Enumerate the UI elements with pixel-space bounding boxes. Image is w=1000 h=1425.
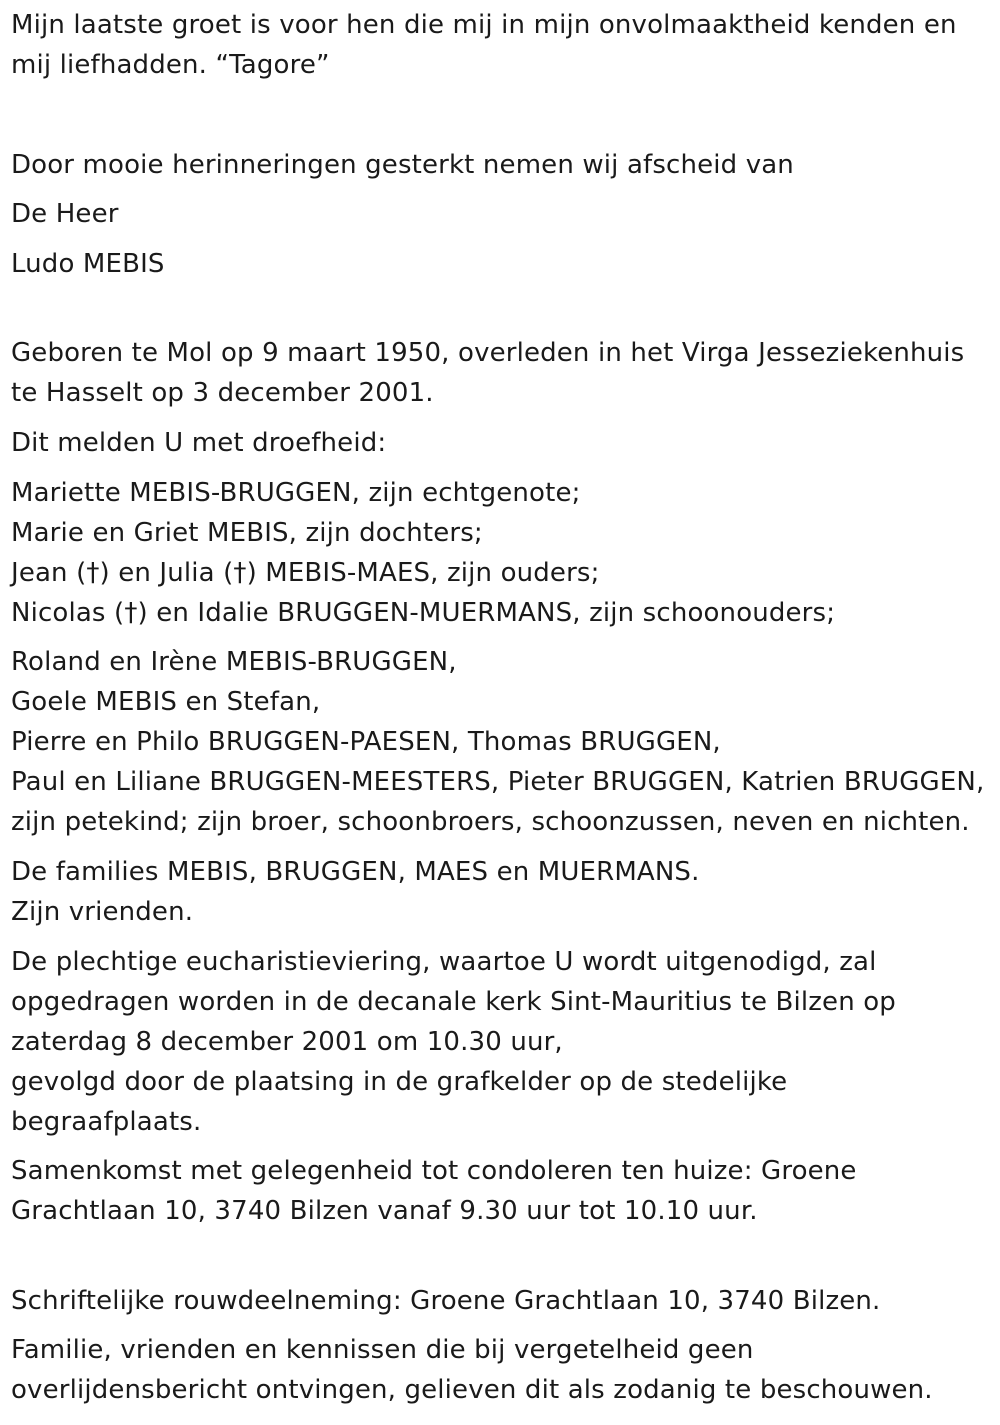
family-member: Paul en Liliane BRUGGEN-MEESTERS, Pieter BRUGGEN, Katrien BRUGGEN,	[11, 767, 985, 797]
family-member: zijn petekind; zijn broer, schoonbroers, schoonzussen, neven en nichten.	[11, 807, 970, 837]
families-line: De families MEBIS, BRUGGEN, MAES en MUERMANS.	[11, 857, 700, 887]
extended-family-list	[11, 642, 984, 842]
announcement-line: Dit melden U met droefheid:	[11, 428, 387, 458]
families-and-friends	[11, 852, 700, 932]
friends-line: Zijn vrienden.	[11, 897, 194, 927]
gathering-line: Grachtlaan 10, 3740 Bilzen vanaf 9.30 uur tot 10.10 uur.	[11, 1196, 758, 1226]
ceremony-line: begraafplaats.	[11, 1107, 202, 1137]
notice-line: overlijdensbericht ontvingen, gelieven dit als zodanig te beschouwen.	[11, 1375, 933, 1405]
birth-death-line: Geboren te Mol op 9 maart 1950, overleden in het Virga Jesseziekenhuis	[11, 338, 965, 368]
family-member: Roland en Irène MEBIS-BRUGGEN,	[11, 647, 457, 677]
family-member: Jean (†) en Julia (†) MEBIS-MAES, zijn ouders;	[11, 558, 600, 588]
ceremony-line: De plechtige eucharistieviering, waartoe U wordt uitgenodigd, zal	[11, 947, 877, 977]
condolence-gathering	[11, 1151, 857, 1231]
family-member: Pierre en Philo BRUGGEN-PAESEN, Thomas BRUGGEN,	[11, 727, 721, 757]
family-member: Nicolas (†) en Idalie BRUGGEN-MUERMANS, zijn schoonouders;	[11, 598, 836, 628]
farewell-intro: Door mooie herinneringen gesterkt nemen wij afscheid van	[11, 150, 794, 180]
family-member: Mariette MEBIS-BRUGGEN, zijn echtgenote;	[11, 478, 581, 508]
gathering-line: Samenkomst met gelegenheid tot condoleren ten huize: Groene	[11, 1156, 857, 1186]
notice-line: Familie, vrienden en kennissen die bij vergetelheid geen	[11, 1335, 754, 1365]
deceased-name: Ludo MEBIS	[11, 249, 165, 279]
ceremony-details	[11, 942, 896, 1142]
ceremony-line: gevolgd door de plaatsing in de grafkelder op de stedelijke	[11, 1067, 788, 1097]
honorific-title: De Heer	[11, 199, 119, 229]
family-member: Marie en Griet MEBIS, zijn dochters;	[11, 518, 483, 548]
quote-line: mij liefhadden. “Tagore”	[11, 50, 330, 80]
close-family-list	[11, 473, 835, 633]
family-member: Goele MEBIS en Stefan,	[11, 687, 321, 717]
closing-notice	[11, 1330, 933, 1410]
birth-death-line: te Hasselt op 3 december 2001.	[11, 378, 434, 408]
ceremony-line: opgedragen worden in de decanale kerk Sint-Mauritius te Bilzen op	[11, 987, 896, 1017]
tagore-quote	[11, 5, 957, 85]
written-condolence-address: Schriftelijke rouwdeelneming: Groene Grachtlaan 10, 3740 Bilzen.	[11, 1286, 881, 1316]
ceremony-line: zaterdag 8 december 2001 om 10.30 uur,	[11, 1027, 563, 1057]
quote-line: Mijn laatste groet is voor hen die mij in mijn onvolmaaktheid kenden en	[11, 10, 957, 40]
birth-death-details	[11, 333, 964, 413]
